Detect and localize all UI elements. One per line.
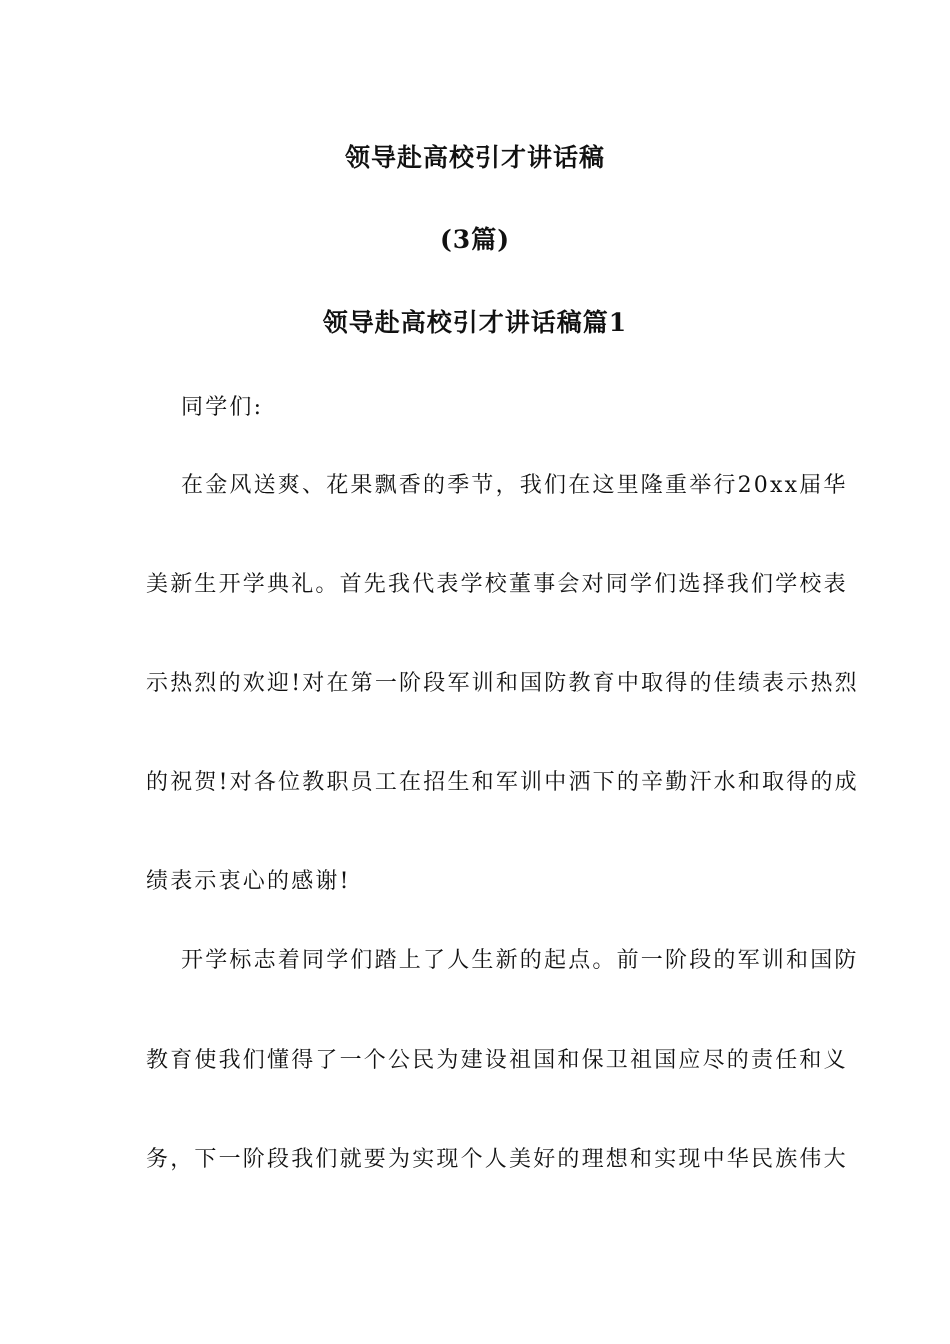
paragraph-line: 绩表示衷心的感谢! bbox=[146, 869, 351, 894]
paragraph-line: 开学标志着同学们踏上了人生新的起点。前一阶段的军训和国防 bbox=[181, 948, 859, 973]
paragraph-line: 的祝贺!对各位教职员工在招生和军训中洒下的辛勤汗水和取得的成 bbox=[146, 770, 859, 795]
document-subtitle: (3篇) bbox=[439, 225, 511, 254]
salutation: 同学们: bbox=[181, 395, 264, 420]
paragraph-line: 务，下一阶段我们就要为实现个人美好的理想和实现中华民族伟大 bbox=[146, 1147, 848, 1172]
paragraph-line: 教育使我们懂得了一个公民为建设祖国和保卫祖国应尽的责任和义 bbox=[146, 1048, 848, 1073]
paragraph-line: 示热烈的欢迎!对在第一阶段军训和国防教育中取得的佳绩表示热烈 bbox=[146, 671, 859, 696]
paragraph-line: 在金风送爽、花果飘香的季节，我们在这里隆重举行20xx届华 bbox=[181, 473, 848, 498]
section-heading: 领导赴高校引才讲话稿篇1 bbox=[322, 308, 628, 337]
paragraph-line: 美新生开学典礼。首先我代表学校董事会对同学们选择我们学校表 bbox=[146, 572, 848, 597]
document-title: 领导赴高校引才讲话稿 bbox=[344, 143, 605, 172]
